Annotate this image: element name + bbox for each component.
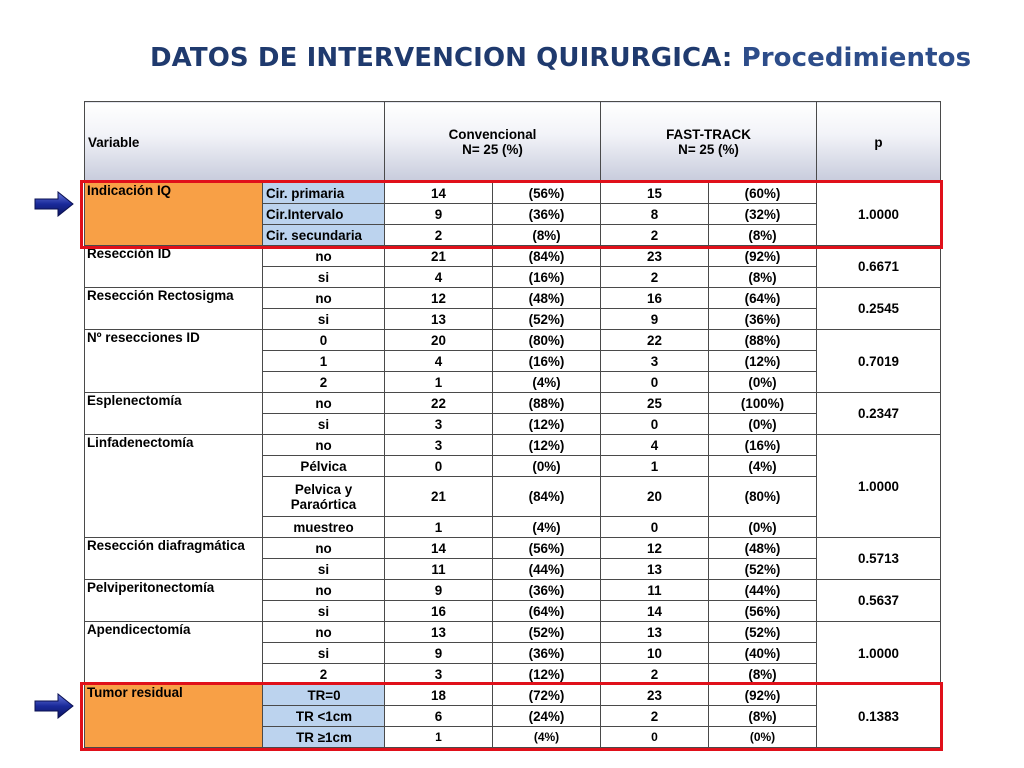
fast-track-count: 8 xyxy=(601,204,709,225)
fast-track-count: 1 xyxy=(601,456,709,477)
fast-track-percent: (40%) xyxy=(709,643,817,664)
category-label: Pelvica y Paraórtica xyxy=(263,477,385,517)
fast-track-count: 16 xyxy=(601,288,709,309)
convencional-count: 9 xyxy=(385,643,493,664)
category-label: 2 xyxy=(263,664,385,685)
slide-title xyxy=(150,43,972,73)
variable-label: Resección diafragmática xyxy=(85,538,263,580)
fast-track-percent: (44%) xyxy=(709,580,817,601)
table-row xyxy=(85,183,941,204)
convencional-percent: (44%) xyxy=(493,559,601,580)
category-label: Cir.Intervalo xyxy=(263,204,385,225)
fast-track-percent: (48%) xyxy=(709,538,817,559)
table-row xyxy=(85,685,941,706)
fast-track-count: 3 xyxy=(601,351,709,372)
variable-label: Resección ID xyxy=(85,246,263,288)
fast-track-count: 2 xyxy=(601,706,709,727)
category-label: no xyxy=(263,246,385,267)
convencional-count: 13 xyxy=(385,309,493,330)
convencional-count: 1 xyxy=(385,517,493,538)
fast-track-percent: (60%) xyxy=(709,183,817,204)
table-row xyxy=(85,538,941,559)
p-value: 0.5713 xyxy=(817,538,941,580)
convencional-count: 14 xyxy=(385,183,493,204)
procedures-table xyxy=(84,101,941,748)
fast-track-percent: (52%) xyxy=(709,559,817,580)
fast-track-percent: (0%) xyxy=(709,517,817,538)
variable-label: Indicación IQ xyxy=(85,183,263,246)
fast-track-count: 22 xyxy=(601,330,709,351)
header-fast-track-n: N= 25 (%) xyxy=(678,142,739,157)
table-row xyxy=(85,622,941,643)
table-row xyxy=(85,435,941,456)
header-convencional-title: Convencional xyxy=(448,127,537,142)
fast-track-percent: (88%) xyxy=(709,330,817,351)
fast-track-count: 10 xyxy=(601,643,709,664)
fast-track-count: 2 xyxy=(601,664,709,685)
convencional-percent: (72%) xyxy=(493,685,601,706)
p-value: 0.6671 xyxy=(817,246,941,288)
slide-title-sub: Procedimientos xyxy=(741,43,972,73)
convencional-percent: (12%) xyxy=(493,414,601,435)
fast-track-percent: (8%) xyxy=(709,225,817,246)
fast-track-count: 13 xyxy=(601,559,709,580)
convencional-percent: (4%) xyxy=(493,517,601,538)
category-label: Pélvica xyxy=(263,456,385,477)
category-label: no xyxy=(263,580,385,601)
convencional-count: 3 xyxy=(385,664,493,685)
p-value: 0.7019 xyxy=(817,330,941,393)
convencional-percent: (16%) xyxy=(493,267,601,288)
convencional-percent: (56%) xyxy=(493,183,601,204)
convencional-count: 12 xyxy=(385,288,493,309)
header-row xyxy=(85,102,941,183)
category-label: no xyxy=(263,435,385,456)
variable-label: Esplenectomía xyxy=(85,393,263,435)
convencional-count: 1 xyxy=(385,372,493,393)
fast-track-percent: (64%) xyxy=(709,288,817,309)
arrow-right-icon xyxy=(34,191,74,217)
fast-track-count: 0 xyxy=(601,414,709,435)
fast-track-percent: (80%) xyxy=(709,477,817,517)
fast-track-count: 14 xyxy=(601,601,709,622)
table-row xyxy=(85,330,941,351)
convencional-percent: (36%) xyxy=(493,204,601,225)
convencional-percent: (12%) xyxy=(493,664,601,685)
fast-track-count: 23 xyxy=(601,685,709,706)
convencional-percent: (24%) xyxy=(493,706,601,727)
fast-track-percent: (100%) xyxy=(709,393,817,414)
convencional-percent: (52%) xyxy=(493,309,601,330)
header-variable: Variable xyxy=(85,102,385,183)
convencional-count: 1 xyxy=(385,727,493,748)
convencional-percent: (0%) xyxy=(493,456,601,477)
category-label: TR <1cm xyxy=(263,706,385,727)
fast-track-percent: (0%) xyxy=(709,414,817,435)
convencional-percent: (48%) xyxy=(493,288,601,309)
convencional-percent: (36%) xyxy=(493,643,601,664)
convencional-count: 20 xyxy=(385,330,493,351)
convencional-percent: (84%) xyxy=(493,477,601,517)
header-convencional xyxy=(385,102,601,183)
category-label: no xyxy=(263,393,385,414)
convencional-count: 0 xyxy=(385,456,493,477)
fast-track-percent: (52%) xyxy=(709,622,817,643)
fast-track-percent: (0%) xyxy=(709,372,817,393)
fast-track-count: 0 xyxy=(601,517,709,538)
convencional-count: 21 xyxy=(385,477,493,517)
fast-track-count: 23 xyxy=(601,246,709,267)
convencional-count: 9 xyxy=(385,204,493,225)
fast-track-count: 0 xyxy=(601,372,709,393)
header-convencional-n: N= 25 (%) xyxy=(462,142,523,157)
convencional-percent: (4%) xyxy=(493,372,601,393)
convencional-count: 3 xyxy=(385,435,493,456)
convencional-count: 3 xyxy=(385,414,493,435)
category-label: 2 xyxy=(263,372,385,393)
fast-track-count: 4 xyxy=(601,435,709,456)
convencional-percent: (12%) xyxy=(493,435,601,456)
category-label: 1 xyxy=(263,351,385,372)
convencional-count: 4 xyxy=(385,267,493,288)
slide-title-main: DATOS DE INTERVENCION QUIRURGICA: xyxy=(150,43,733,73)
convencional-count: 16 xyxy=(385,601,493,622)
arrow-right-icon xyxy=(34,693,74,719)
fast-track-percent: (8%) xyxy=(709,267,817,288)
convencional-percent: (88%) xyxy=(493,393,601,414)
fast-track-count: 12 xyxy=(601,538,709,559)
category-label: si xyxy=(263,643,385,664)
category-label: si xyxy=(263,559,385,580)
fast-track-percent: (4%) xyxy=(709,456,817,477)
category-label: Cir. primaria xyxy=(263,183,385,204)
variable-label: Nº resecciones ID xyxy=(85,330,263,393)
table-row xyxy=(85,246,941,267)
fast-track-percent: (56%) xyxy=(709,601,817,622)
convencional-percent: (4%) xyxy=(493,727,601,748)
fast-track-percent: (36%) xyxy=(709,309,817,330)
fast-track-percent: (8%) xyxy=(709,664,817,685)
convencional-count: 18 xyxy=(385,685,493,706)
convencional-count: 4 xyxy=(385,351,493,372)
convencional-count: 9 xyxy=(385,580,493,601)
category-label: no xyxy=(263,622,385,643)
convencional-percent: (80%) xyxy=(493,330,601,351)
table-row xyxy=(85,393,941,414)
variable-label: Tumor residual xyxy=(85,685,263,748)
p-value: 0.2545 xyxy=(817,288,941,330)
variable-label: Linfadenectomía xyxy=(85,435,263,538)
fast-track-count: 20 xyxy=(601,477,709,517)
convencional-count: 2 xyxy=(385,225,493,246)
fast-track-percent: (8%) xyxy=(709,706,817,727)
convencional-count: 22 xyxy=(385,393,493,414)
table-body xyxy=(85,183,941,748)
category-label: si xyxy=(263,601,385,622)
p-value: 1.0000 xyxy=(817,435,941,538)
convencional-percent: (64%) xyxy=(493,601,601,622)
convencional-percent: (84%) xyxy=(493,246,601,267)
p-value: 0.2347 xyxy=(817,393,941,435)
category-label: no xyxy=(263,288,385,309)
category-label: si xyxy=(263,309,385,330)
fast-track-count: 15 xyxy=(601,183,709,204)
fast-track-count: 2 xyxy=(601,225,709,246)
header-fast-track xyxy=(601,102,817,183)
fast-track-count: 25 xyxy=(601,393,709,414)
p-value: 0.5637 xyxy=(817,580,941,622)
fast-track-percent: (12%) xyxy=(709,351,817,372)
p-value: 1.0000 xyxy=(817,183,941,246)
fast-track-percent: (16%) xyxy=(709,435,817,456)
convencional-percent: (16%) xyxy=(493,351,601,372)
category-label: si xyxy=(263,267,385,288)
category-label: no xyxy=(263,538,385,559)
convencional-count: 14 xyxy=(385,538,493,559)
convencional-count: 13 xyxy=(385,622,493,643)
table-row xyxy=(85,580,941,601)
convencional-percent: (56%) xyxy=(493,538,601,559)
convencional-count: 11 xyxy=(385,559,493,580)
variable-label: Pelviperitonectomía xyxy=(85,580,263,622)
fast-track-percent: (92%) xyxy=(709,685,817,706)
convencional-count: 6 xyxy=(385,706,493,727)
fast-track-percent: (0%) xyxy=(709,727,817,748)
convencional-percent: (8%) xyxy=(493,225,601,246)
fast-track-count: 9 xyxy=(601,309,709,330)
category-label: 0 xyxy=(263,330,385,351)
variable-label: Apendicectomía xyxy=(85,622,263,685)
fast-track-count: 0 xyxy=(601,727,709,748)
fast-track-percent: (92%) xyxy=(709,246,817,267)
convencional-percent: (52%) xyxy=(493,622,601,643)
p-value: 0.1383 xyxy=(817,685,941,748)
p-value: 1.0000 xyxy=(817,622,941,685)
category-label: muestreo xyxy=(263,517,385,538)
fast-track-percent: (32%) xyxy=(709,204,817,225)
fast-track-count: 13 xyxy=(601,622,709,643)
category-label: Cir. secundaria xyxy=(263,225,385,246)
convencional-count: 21 xyxy=(385,246,493,267)
table-row xyxy=(85,288,941,309)
convencional-percent: (36%) xyxy=(493,580,601,601)
category-label: TR=0 xyxy=(263,685,385,706)
header-p: p xyxy=(817,102,941,183)
fast-track-count: 11 xyxy=(601,580,709,601)
category-label: si xyxy=(263,414,385,435)
category-label: TR ≥1cm xyxy=(263,727,385,748)
fast-track-count: 2 xyxy=(601,267,709,288)
variable-label: Resección Rectosigma xyxy=(85,288,263,330)
header-fast-track-title: FAST-TRACK xyxy=(666,127,751,142)
